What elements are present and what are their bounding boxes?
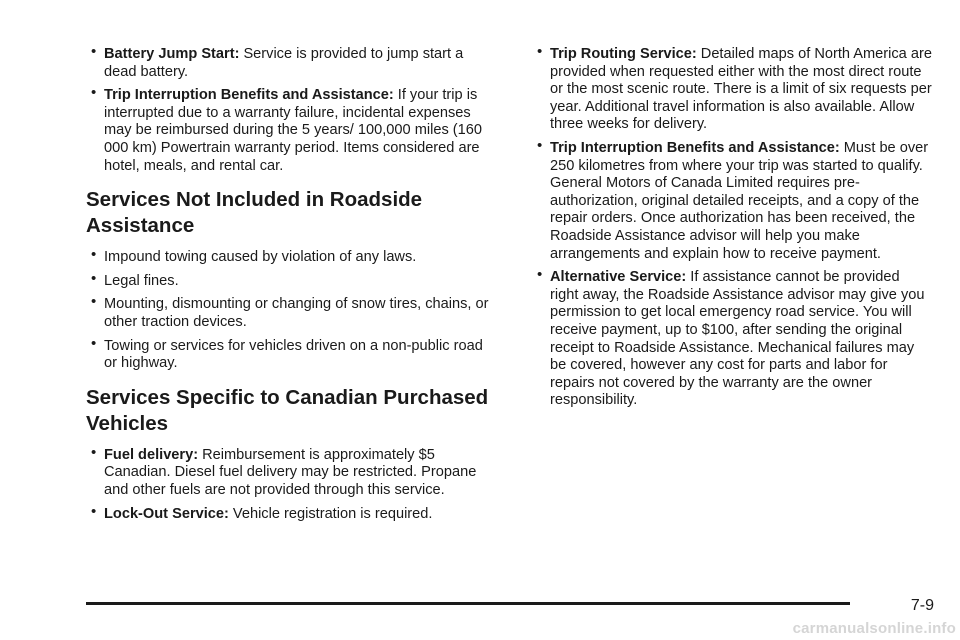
item-label: Trip Interruption Benefits and Assistance:	[104, 87, 394, 104]
item-text: Reimbursement is approximately $5 Canadian. Diesel fuel delivery may be restricted. Propane and other fuels are not provided through this service.	[104, 446, 477, 498]
list-item	[86, 84, 496, 175]
item-text: Impound towing caused by violation of any laws.	[104, 249, 417, 266]
bullet-icon: •	[91, 43, 97, 60]
item-text: If your trip is interrupted due to a warranty failure, incidental expenses may be reimbursed during the 5 years/ 100,000 miles (160 000 km) Powertrain warranty period. Items considered are hotel, meals, and rental car.	[104, 87, 483, 174]
item-label: Trip Routing Service:	[550, 46, 697, 62]
bullet-icon: •	[537, 266, 543, 284]
section-heading-not-included: Services Not Included in Roadside Assistance	[86, 188, 423, 238]
watermark: carmanualsonline.info	[792, 620, 956, 637]
item-text: If assistance cannot be provided right away, the Roadside Assistance advisor may give you permission to get local emergency road service. You will receive payment, up to $100, after sending the original receipt to Roadside Assistance. Mechanical failures may be covered, however any cost for parts and labor for repairs not covered by the warranty are the owner responsibility.	[550, 269, 925, 409]
item-text: Mounting, dismounting or changing of snow tires, chains, or other traction devices.	[104, 296, 489, 330]
item-text: Towing or services for vehicles driven on a non-public road or highway.	[104, 337, 483, 372]
page-number: 7-9	[910, 597, 934, 614]
bullet-icon: •	[91, 443, 97, 461]
bullet-icon: •	[91, 84, 97, 102]
item-label: Alternative Service:	[550, 269, 687, 286]
item-text: Service is provided to jump start a dead battery.	[104, 46, 464, 80]
list-item	[532, 266, 932, 410]
bullet-icon: •	[91, 293, 97, 311]
list-item	[86, 443, 496, 500]
item-label: Lock-Out Service:	[104, 505, 229, 522]
bullet-icon: •	[91, 246, 97, 264]
item-text: Vehicle registration is required.	[232, 505, 433, 522]
bullet-icon: •	[91, 269, 97, 287]
left-column	[86, 43, 496, 529]
bullet-icon: •	[91, 334, 97, 352]
list-item	[86, 502, 496, 524]
item-text: Must be over 250 kilometres from where your trip was started to qualify. General Motors of Canada Limited requires pre-authorization, original detailed receipts, and a copy of the repair orders. Once authorization has been received, the Roadside Assistance advisor will help you make arrangements and explain how to receive payment.	[550, 139, 929, 262]
list-item	[532, 136, 932, 263]
list-item	[86, 43, 496, 81]
list-item	[86, 246, 496, 267]
item-label: Fuel delivery:	[104, 446, 199, 463]
list-item	[532, 43, 932, 134]
list-item	[86, 334, 496, 373]
bullet-icon: •	[537, 136, 543, 154]
right-column	[532, 43, 932, 416]
item-text: Legal fines.	[104, 272, 179, 289]
list-item	[86, 269, 496, 291]
list-item	[86, 293, 496, 331]
item-text: Detailed maps of North America are provided when requested either with the most direct route or the most scenic route. There is a limit of six requests per year. Additional travel information is also available. Allow three weeks for delivery.	[550, 46, 932, 133]
bullet-icon: •	[91, 502, 97, 520]
item-label: Trip Interruption Benefits and Assistance:	[550, 139, 840, 156]
item-label: Battery Jump Start:	[104, 46, 240, 62]
bullet-icon: •	[537, 43, 543, 60]
section-heading-canadian: Services Specific to Canadian Purchased Vehicles	[86, 385, 489, 435]
footer-rule	[86, 602, 850, 605]
